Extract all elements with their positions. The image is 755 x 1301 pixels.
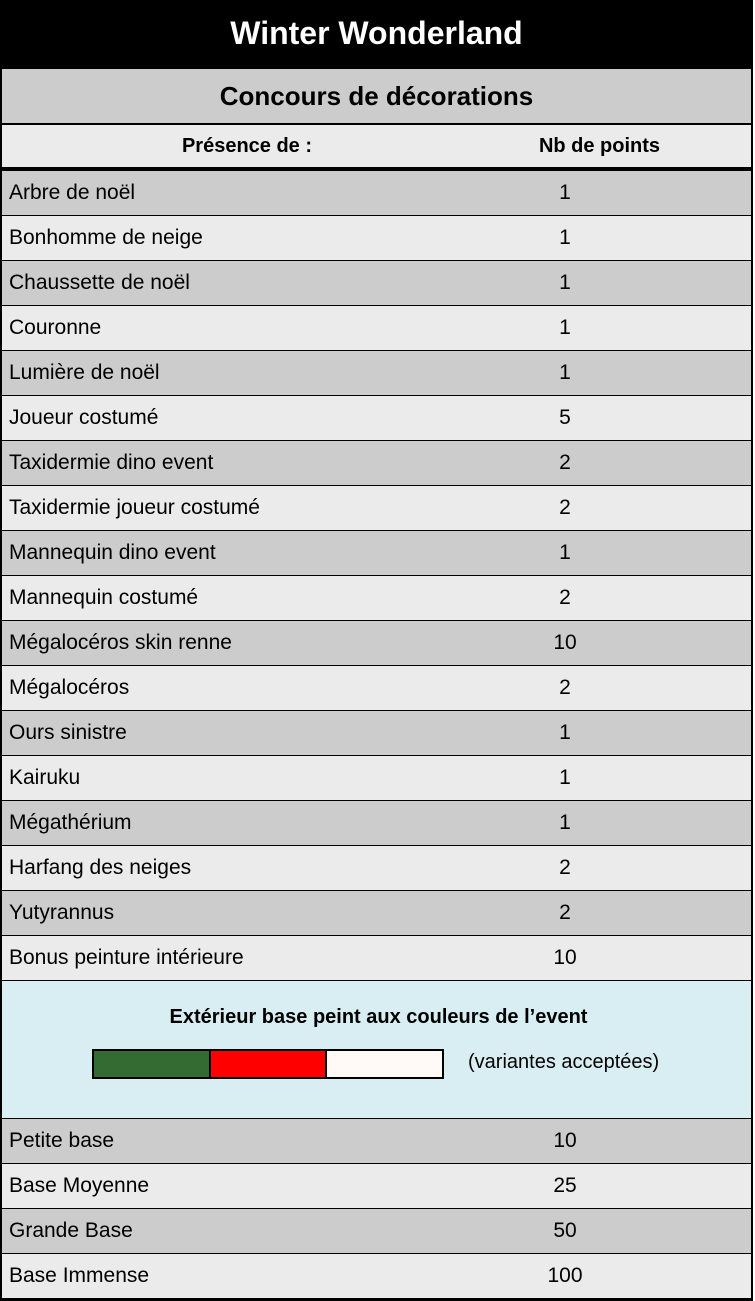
table-row [2,846,751,891]
table-row [2,396,751,441]
row-item-name: Bonhomme de neige [9,226,203,249]
row-item-name: Mégalocéros [9,676,130,699]
row-item-name: Mannequin dino event [9,541,216,564]
table-row [2,1164,751,1209]
row-points: 1 [559,766,571,789]
table-row [2,666,751,711]
table-row [2,351,751,396]
row-item-name: Bonus peinture intérieure [9,946,244,969]
row-points: 2 [559,856,571,879]
row-points: 10 [553,631,577,654]
row-points: 100 [547,1264,583,1287]
table-row [2,486,751,531]
row-item-name: Base Immense [9,1264,150,1287]
paint-bonus-title: Extérieur base peint aux couleurs de l’event [169,1006,588,1028]
row-item-name: Chaussette de noël [9,271,190,294]
table-row [2,711,751,756]
row-points: 1 [559,811,571,834]
table-header [2,125,751,171]
row-item-name: Petite base [9,1129,115,1152]
row-points: 5 [559,406,571,429]
table-row [2,936,751,981]
table-row [2,531,751,576]
variants-note: (variantes acceptées) [468,1051,660,1073]
row-item-name: Lumière de noël [9,361,160,384]
table-row [2,801,751,846]
row-points: 1 [559,316,571,339]
row-item-name: Kairuku [9,766,81,789]
page-title: Winter Wonderland [2,2,751,67]
table-row [2,756,751,801]
row-points: 50 [553,1219,577,1242]
row-points: 2 [559,496,571,519]
row-item-name: Mannequin costumé [9,586,199,609]
row-item-name: Taxidermie joueur costumé [9,496,260,519]
row-points: 1 [559,181,571,204]
column-header-item: Présence de : [181,134,313,157]
color-swatch-red [209,1051,326,1077]
row-item-name: Mégathérium [9,811,132,834]
row-points: 1 [559,271,571,294]
row-item-name: Grande Base [9,1219,133,1242]
row-item-name: Couronne [9,316,102,339]
color-swatch-white [325,1051,442,1077]
row-points: 1 [559,361,571,384]
row-points: 1 [559,226,571,249]
table-row [2,1209,751,1254]
table-row [2,576,751,621]
base-size-rows [2,1119,751,1299]
column-header-points: Nb de points [538,134,661,157]
row-item-name: Mégalocéros skin renne [9,631,232,654]
table-row [2,216,751,261]
table-row [2,171,751,216]
contest-subtitle: Concours de décorations [2,67,751,125]
row-points: 10 [553,946,577,969]
table-row [2,1119,751,1164]
row-points: 2 [559,451,571,474]
table-row [2,891,751,936]
table-row [2,621,751,666]
row-item-name: Ours sinistre [9,721,127,744]
row-item-name: Yutyrannus [9,901,115,924]
paint-bonus-section [2,981,751,1119]
table-row [2,1254,751,1299]
row-item-name: Harfang des neiges [9,856,192,879]
row-points: 2 [559,676,571,699]
color-swatch-green [94,1051,209,1077]
row-item-name: Taxidermie dino event [9,451,214,474]
table-row [2,441,751,486]
row-points: 2 [559,901,571,924]
row-points: 1 [559,541,571,564]
row-item-name: Base Moyenne [9,1174,150,1197]
event-color-swatches [92,1049,444,1079]
row-points: 2 [559,586,571,609]
item-rows [2,171,751,981]
row-item-name: Arbre de noël [9,181,136,204]
row-points: 25 [553,1174,577,1197]
table-row [2,261,751,306]
row-points: 1 [559,721,571,744]
row-points: 10 [553,1129,577,1152]
row-item-name: Joueur costumé [9,406,159,429]
table-row [2,306,751,351]
